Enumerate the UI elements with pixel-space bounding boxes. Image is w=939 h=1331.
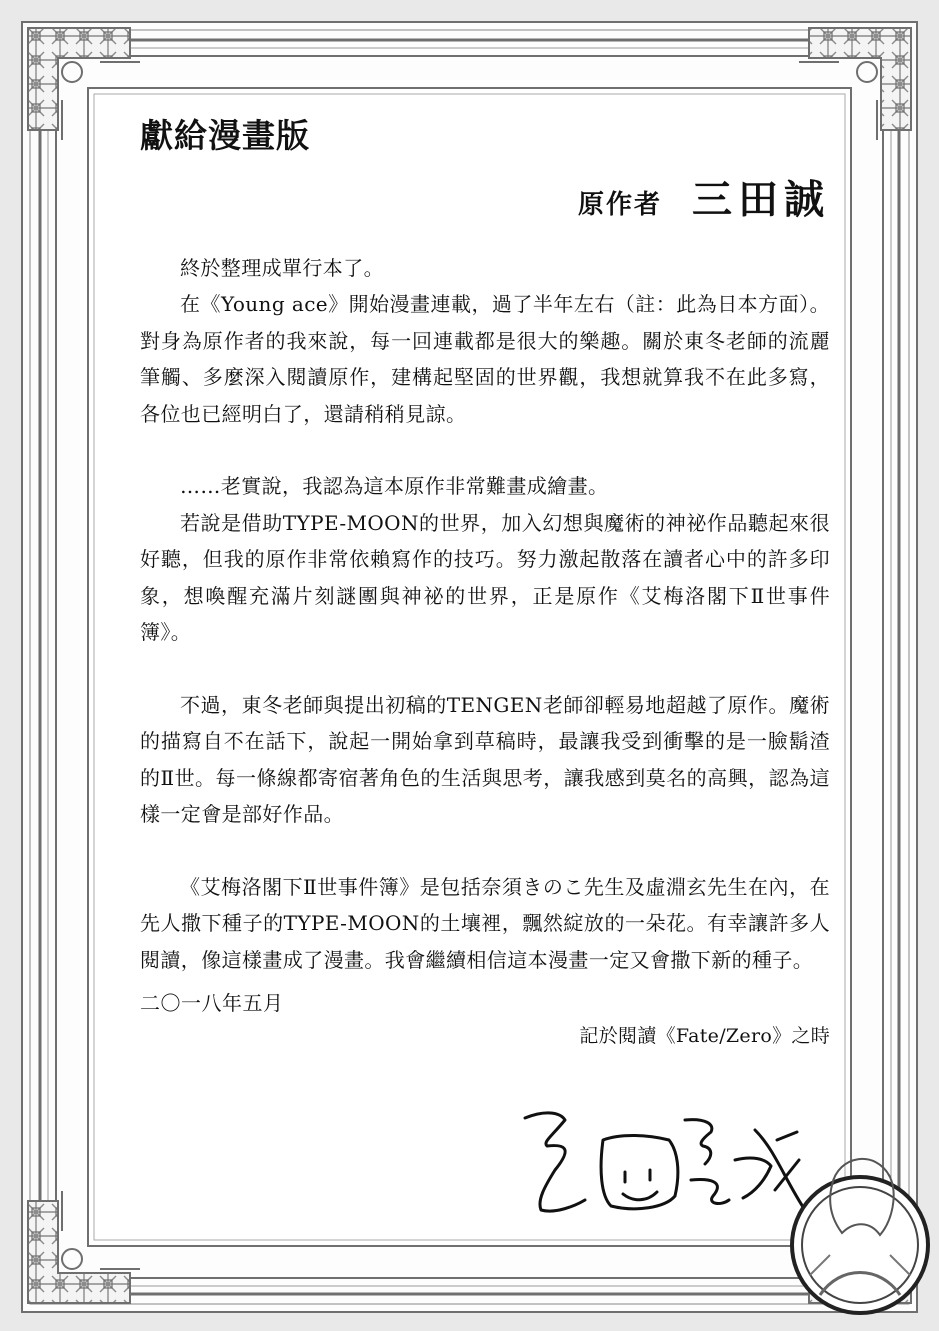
paragraph: 終於整理成單行本了。 [180, 256, 384, 280]
author-label: 原作者 [577, 190, 662, 220]
paragraph: ……老實說，我認為這本原作非常難畫成繪畫。 [180, 474, 609, 499]
paragraph: 《艾梅洛閣下Ⅱ世事件簿》是包括奈須きのこ先生及虛淵玄先生在內，在先人撒下種子的TYPE-MOON的土壤裡，飄然綻放的一朵花。有幸讓許多人閱讀，像這樣畫成了漫畫。我會繼續相信這本漫畫一定又會撒下新的種子。 [140, 874, 830, 972]
paragraph: 不過，東冬老師與提出初稿的TENGEN老師卻輕易地超越了原作。魔術的描寫自不在話下，說起一開始拿到草稿時，最讓我受到衝擊的是一臉鬍渣的Ⅱ世。每一條線都寄宿著角色的生活與思考，讓我感到莫名的高興，認為這樣一定會是部好作品。 [140, 692, 830, 827]
page-title: 獻給漫畫版 [140, 116, 310, 155]
scanlation-watermark-stamp [780, 1125, 930, 1330]
paragraph-gap [140, 432, 830, 468]
letter-body [140, 250, 830, 978]
writing-note: 記於閱讀《Fate/Zero》之時 [579, 1025, 830, 1047]
handwritten-signature [515, 1100, 815, 1230]
paragraph-gap [140, 832, 830, 868]
author-line [578, 168, 830, 225]
paragraph-gap [140, 650, 830, 686]
letter-date: 二〇一八年五月 [140, 991, 284, 1015]
paragraph: 在《Young ace》開始漫畫連載，過了半年左右（註：此為日本方面）。對身為原作者的我來說，每一回連載都是很大的樂趣。關於東冬老師的流麗筆觸、多麼深入閱讀原作，建構起堅固的世界觀，我想就算我不在此多寫，各位也已經明白了，還請稍稍見諒。 [140, 292, 830, 426]
author-name: 三田誠 [692, 176, 830, 223]
paragraph: 若說是借助TYPE-MOON的世界，加入幻想與魔術的神祕作品聽起來很好聽，但我的原作非常依賴寫作的技巧。努力激起散落在讀者心中的許多印象，想喚醒充滿片刻謎團與神祕的世界，正是原作《艾梅洛閣下Ⅱ世事件簿》。 [140, 510, 830, 645]
